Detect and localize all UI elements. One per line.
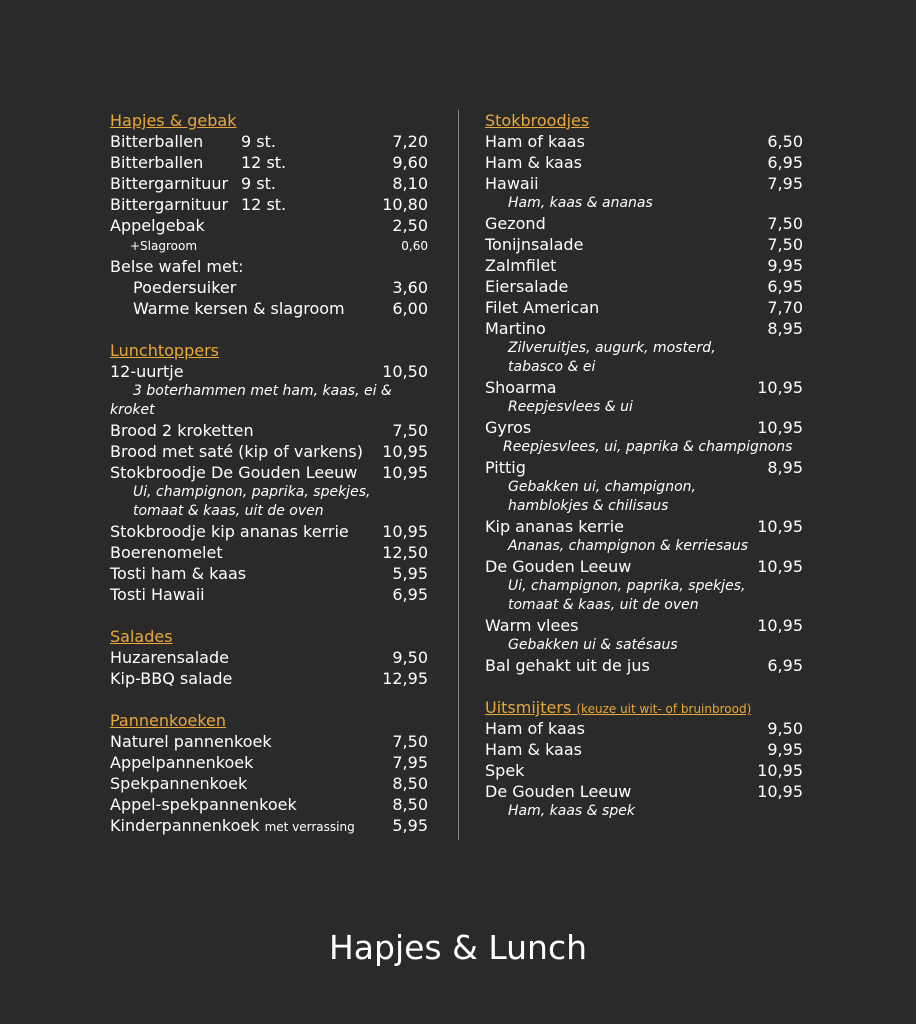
menu-item [485,213,803,234]
item-name: Huzarensalade [110,648,229,667]
item-name: Naturel pannenkoek [110,732,272,751]
item-price: 12,50 [382,543,428,562]
item-price: 10,95 [757,616,803,635]
section-uitsmijters [485,697,803,821]
item-name: Gezond [485,214,546,233]
item-description: Reepjesvlees, ui, paprika & champignons [503,439,793,455]
section-heading: Pannenkoeken [110,711,227,730]
item-qty: 12 st. [241,153,287,172]
menu-item [485,615,803,636]
item-qty: 9 st. [241,174,276,193]
menu-item [110,215,428,236]
item-name: Appelpannenkoek [110,753,254,772]
item-description: Reepjesvlees & ui [508,399,633,415]
menu-item [110,420,428,441]
item-price: 7,20 [392,132,428,151]
menu-item [485,131,803,152]
item-price: 10,95 [757,557,803,576]
section-lunchtoppers [110,340,428,605]
item-name: Martino [485,319,546,338]
menu-item [110,563,428,584]
menu-item [110,584,428,605]
item-price: 8,95 [767,458,803,477]
item-price: 8,50 [392,774,428,793]
item-price: 10,50 [382,362,428,381]
item-price: 8,95 [767,319,803,338]
item-name: Spekpannenkoek [110,774,248,793]
menu-item [110,462,428,483]
column-divider [458,110,459,840]
item-name-wrapper [110,815,355,838]
menu-item [110,773,428,794]
item-name: Ham of kaas [485,132,585,151]
item-price: 3,60 [392,278,428,297]
section-heading: Salades [110,627,173,646]
menu-item [110,815,428,836]
item-description: Ananas, champignon & kerriesaus [508,538,749,554]
menu-item [110,194,428,215]
item-price: 5,95 [392,564,428,583]
item-name: Tonijnsalade [485,235,584,254]
item-price: 10,95 [382,463,428,482]
section-salades [110,626,428,689]
item-price: 9,95 [767,256,803,275]
item-price: 8,10 [392,174,428,193]
item-price: 0,60 [401,239,428,253]
item-name: Hawaii [485,174,539,193]
menu-item [110,131,428,152]
item-name: Gyros [485,418,532,437]
menu-item [485,255,803,276]
item-price: 10,80 [382,195,428,214]
item-description: Ui, champignon, paprika, spekjes, tomaat & kaas, uit de oven [508,578,746,613]
item-name: Bitterballen [110,153,204,172]
menu-item [485,781,803,802]
item-name: Bitterballen [110,132,204,151]
left-column [110,110,428,857]
item-name: Bittergarnituur [110,195,229,214]
item-name: Spek [485,761,525,780]
menu-item [110,361,428,382]
right-column [485,110,803,842]
item-note: met verrassing [264,820,355,834]
item-name: De Gouden Leeuw [485,782,632,801]
item-name: Belse wafel met: [110,257,244,276]
menu-item [485,655,803,676]
item-price: 10,95 [382,442,428,461]
item-name: Kip-BBQ salade [110,669,233,688]
section-hapjes [110,110,428,319]
section-pannenkoeken [110,710,428,836]
item-description: Gebakken ui & satésaus [508,637,678,653]
menu-item [110,152,428,173]
menu-item [485,718,803,739]
item-description: Ham, kaas & spek [508,803,635,819]
section-heading: Stokbroodjes [485,111,590,130]
item-name: 12-uurtje [110,362,184,381]
item-price: 7,70 [767,298,803,317]
item-price: 9,60 [392,153,428,172]
item-price: 7,95 [392,753,428,772]
item-name: Brood 2 kroketten [110,421,254,440]
item-name: Appel-spekpannenkoek [110,795,297,814]
menu-item [485,152,803,173]
item-price: 6,00 [392,299,428,318]
menu-item [110,256,428,277]
menu-item [485,417,803,438]
menu-item [110,542,428,563]
item-name: Ham of kaas [485,719,585,738]
item-price: 9,50 [767,719,803,738]
menu-item [485,739,803,760]
menu-item [485,318,803,339]
item-price: 10,95 [757,782,803,801]
menu-item [110,794,428,815]
item-name: +Slagroom [130,239,198,253]
item-name: Tosti ham & kaas [110,564,247,583]
menu-item [485,377,803,398]
item-name: Zalmfilet [485,256,557,275]
section-heading: Lunchtoppers [110,341,219,360]
item-name: Bittergarnituur [110,174,229,193]
section-stokbroodjes [485,110,803,676]
menu-item [485,297,803,318]
menu-item [110,668,428,689]
item-price: 9,95 [767,740,803,759]
item-price: 7,50 [392,732,428,751]
item-name: Warm vlees [485,616,579,635]
item-price: 8,50 [392,795,428,814]
item-name: De Gouden Leeuw [485,557,632,576]
item-price: 9,50 [392,648,428,667]
menu-item [110,277,428,298]
section-heading: Hapjes & gebak [110,111,237,130]
item-name: Pittig [485,458,526,477]
section-heading-note: (keuze uit wit- of bruinbrood) [576,702,752,716]
menu-item [485,760,803,781]
item-price: 5,95 [392,816,428,835]
menu-item [485,457,803,478]
menu-item [110,731,428,752]
item-name: Brood met saté (kip of varkens) [110,442,363,461]
item-price: 7,50 [392,421,428,440]
menu-item [110,752,428,773]
item-description: Zilveruitjes, augurk, mosterd, tabasco & ei [508,340,716,375]
menu-item [110,521,428,542]
section-heading: Uitsmijters [485,698,572,717]
item-price: 6,50 [767,132,803,151]
item-name: Kinderpannenkoek [110,816,260,835]
item-price: 6,95 [767,153,803,172]
item-description: Ham, kaas & ananas [508,195,653,211]
item-name: Warme kersen & slagroom [133,299,345,318]
item-description: 3 boterhammen met ham, kaas, ei & kroket [110,383,392,418]
item-price: 10,95 [382,522,428,541]
item-price: 6,95 [392,585,428,604]
item-name: Kip ananas kerrie [485,517,624,536]
item-name: Ham & kaas [485,740,582,759]
item-price: 10,95 [757,378,803,397]
item-price: 10,95 [757,517,803,536]
item-name: Ham & kaas [485,153,582,172]
menu-item [485,173,803,194]
item-price: 6,95 [767,277,803,296]
item-price: 7,95 [767,174,803,193]
item-name: Filet American [485,298,600,317]
menu-item [485,556,803,577]
item-price: 2,50 [392,216,428,235]
section-heading-wrapper [485,697,803,718]
item-price: 7,50 [767,214,803,233]
item-name: Poedersuiker [133,278,237,297]
item-price: 10,95 [757,761,803,780]
page-title: Hapjes & Lunch [328,928,588,967]
item-description: Ui, champignon, paprika, spekjes, tomaat & kaas, uit de oven [133,484,371,519]
item-name: Tosti Hawaii [110,585,205,604]
menu-item [485,516,803,537]
item-price: 6,95 [767,656,803,675]
item-qty: 9 st. [241,132,276,151]
item-name: Stokbroodje kip ananas kerrie [110,522,349,541]
item-price: 12,95 [382,669,428,688]
menu-item-extra [110,236,428,256]
item-name: Shoarma [485,378,557,397]
item-price: 10,95 [757,418,803,437]
item-name: Boerenomelet [110,543,223,562]
item-name: Eiersalade [485,277,569,296]
item-name: Appelgebak [110,216,205,235]
item-name: Stokbroodje De Gouden Leeuw [110,463,358,482]
item-description: Gebakken ui, champignon, hamblokjes & chilisaus [508,479,696,514]
item-qty: 12 st. [241,195,287,214]
item-name: Bal gehakt uit de jus [485,656,650,675]
menu-item [110,647,428,668]
menu-item [110,298,428,319]
menu-item [110,173,428,194]
menu-item [485,234,803,255]
item-price: 7,50 [767,235,803,254]
menu-item [110,441,428,462]
menu-item [485,276,803,297]
